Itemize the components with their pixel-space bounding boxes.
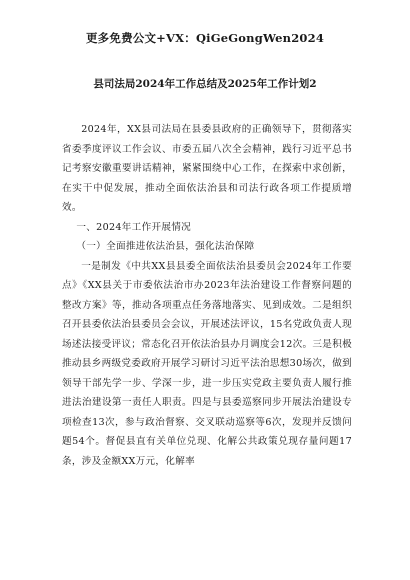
intro-paragraph: 2024年，XX县司法局在县委县政府的正确领导下，贯彻落实省委季度评议工作会议、市委五届八次全会精神，践行习近平总书记考察安徽重要讲话精神，紧紧围绕中心工作，在探索中求创新，在实干中促发展，推动全面依法治县和司法行政各项工作提质增效。 <box>62 124 352 213</box>
document-body <box>62 120 352 471</box>
section-heading: 一、2024年工作开展情况 <box>76 221 192 233</box>
document-title: 县司法局2024年工作总结及2025年工作计划2 <box>93 78 317 90</box>
promo-header: 更多免费公文+VX：QiGeGongWen2024 <box>85 31 325 45</box>
subsection-heading: （一）全面推进依法治县，强化法治保障 <box>76 241 255 252</box>
detail-paragraph: 一是制发《中共XX县县委全面依法治县委员会2024年工作要点》《XX县关于市委依法治市办2023年法治建设工作督察问题的整改方案》等，推动各项重点任务落地落实、见到成效。二是组织召开县委依法治县委员会会议，开展述法评议，15名党政负责人现场述法接受评议；常态化召开依法治县办月调度会12次。三是积极推动县乡两级党委政府开展学习研讨习近平法治思想30场次，做到领导干部先学一步、学深一步，进一步压实党政主要负责人履行推进法治建设第一责任人职责。四是与县委巡察同步开展法治建设专项检查13次，参与政治督察、交叉联动巡察等6次，发现并反馈问题54个。督促县直有关单位兑现、化解公共政策兑现存量问题17条，涉及金额XX万元，化解率 <box>62 260 352 467</box>
